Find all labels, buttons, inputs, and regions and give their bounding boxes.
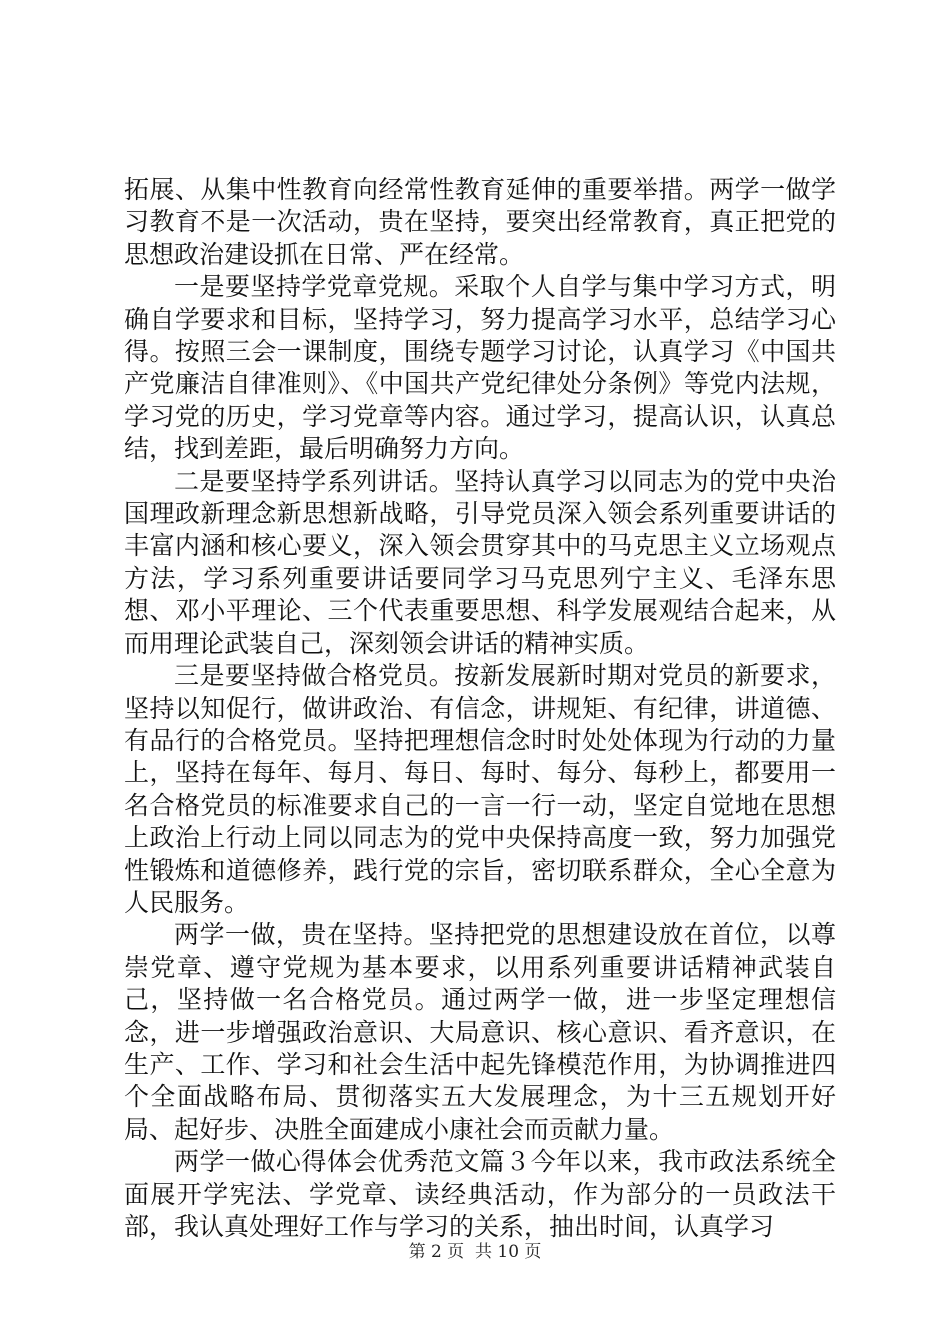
paragraph-study-speeches: 二是要坚持学系列讲话。坚持认真学习以同志为的党中央治国理政新理念新思想新战略，引导党员深入领会系列重要讲话的丰富内涵和核心要义，深入领会贯穿其中的马克思主义立场观点方法，学习系列重要讲话要同学习马克思列宁主义、毛泽东思想、邓小平理论、三个代表重要思想、科学发展观结合起来，从而用理论武装自己，深刻领会讲话的精神实质。 — [124, 466, 836, 658]
paragraph-qualified-member: 三是要坚持做合格党员。按新发展新时期对党员的新要求，坚持以知促行，做讲政治、有信念，讲规矩、有纪律，讲道德、有品行的合格党员。坚持把理想信念时时处处体现为行动的力量上，坚持在每年、每月、每日、每时、每分、每秒上，都要用一名合格党员的标准要求自己的一言一行一动，坚定自觉地在思想上政治上行动上同以同志为的党中央保持高度一致，努力加强党性锻炼和道德修养，践行党的宗旨，密切联系群众，全心全意为人民服务。 — [124, 661, 836, 917]
paragraph-continuation: 拓展、从集中性教育向经常性教育延伸的重要举措。两学一做学习教育不是一次活动，贵在坚持，要突出经常教育，真正把党的思想政治建设抓在日常、严在经常。 — [124, 175, 836, 269]
paragraph-article-3: 两学一做心得体会优秀范文篇３今年以来，我市政法系统全面展开学宪法、学党章、读经典活动，作为部分的一员政法干部，我认真处理好工作与学习的关系，抽出时间，认真学习 — [124, 1147, 836, 1241]
paragraph-persistence: 两学一做，贵在坚持。坚持把党的思想建设放在首位，以尊崇党章、遵守党规为基本要求，以用系列重要讲话精神武装自己，坚持做一名合格党员。通过两学一做，进一步坚定理想信念，进一步增强政治意识、大局意识、核心意识、看齐意识，在生产、工作、学习和社会生活中起先锋模范作用，为协调推进四个全面战略布局、贯彻落实五大发展理念，为十三五规划开好局、起好步、决胜全面建成小康社会而贡献力量。 — [124, 920, 836, 1144]
page-number-footer: 第 2 页 共 10 页 — [408, 1242, 542, 1262]
document-body — [124, 174, 836, 1243]
paragraph-study-party-constitution: 一是要坚持学党章党规。采取个人自学与集中学习方式，明确自学要求和目标，坚持学习，努力提高学习水平，总结学习心得。按照三会一课制度，围绕专题学习讨论，认真学习《中国共产党廉洁自律准则》、《中国共产党纪律处分条例》等党内法规，学习党的历史，学习党章等内容。通过学习，提高认识，认真总结，找到差距，最后明确努力方向。 — [124, 272, 836, 464]
